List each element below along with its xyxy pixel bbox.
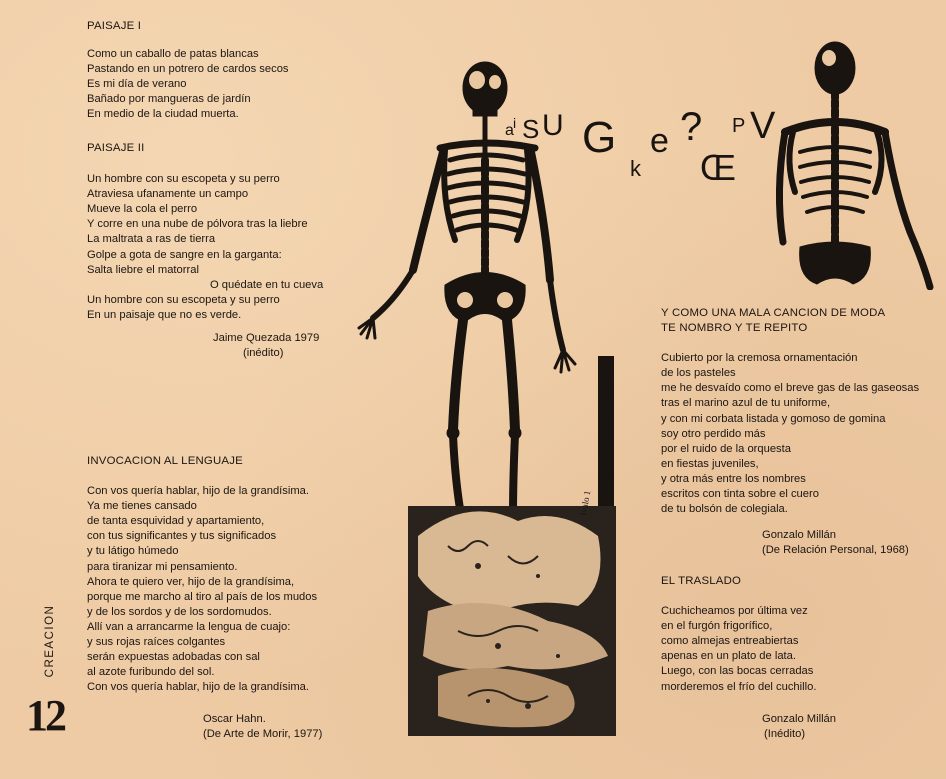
poem-line: Con vos quería hablar, hijo de la grandísima.: [87, 485, 310, 498]
poem-invocacion: [87, 454, 317, 695]
poem-line: Un hombre con su escopeta y su perro: [87, 293, 280, 306]
poem-line: como almejas entreabiertas: [661, 635, 799, 648]
poem-line: y sus rojas raíces colgantes: [87, 636, 226, 649]
poem-line: En medio de la ciudad muerta.: [87, 108, 239, 121]
poem-line: serán expuestas adobadas con sal: [87, 651, 260, 664]
poem-line: Un hombre con su escopeta y su perro: [87, 173, 280, 186]
poem-line: Bañado por mangueras de jardín: [87, 93, 251, 106]
poem-line: O quédate en tu cueva: [210, 278, 324, 291]
author-name: Jaime Quezada 1979: [213, 332, 320, 344]
art-letter: i: [513, 115, 517, 131]
author-credit: [213, 331, 319, 361]
poem-line: me he desvaído como el breve gas de las gaseosas: [661, 382, 920, 395]
poem-line: en fiestas juveniles,: [661, 457, 759, 470]
poem-traslado: [661, 574, 816, 695]
poem-line: Ya me tienes cansado: [87, 500, 197, 513]
poem-line: apenas en un plato de lata.: [661, 650, 796, 663]
art-letter: k: [630, 156, 641, 180]
author-credit: [203, 712, 322, 742]
art-letter: e: [650, 122, 669, 160]
art-letter: V: [750, 105, 776, 147]
poem-line: para tiranizar mi pensamiento.: [87, 560, 238, 573]
poem-line: En un paisaje que no es verde.: [87, 308, 242, 321]
poem-title: EL TRASLADO: [661, 575, 742, 587]
poem-cancion: [661, 306, 919, 517]
poem-line: soy otro perdido más: [661, 427, 766, 440]
poem-line: La maltrata a ras de tierra: [87, 233, 216, 246]
page-number: 12: [26, 691, 64, 740]
artist-signature: Ivalo 1: [578, 489, 593, 517]
art-letter: S: [522, 114, 540, 144]
woodcut-graphic: [408, 356, 616, 736]
poem-line: Con vos quería hablar, hijo de la grandísima.: [87, 681, 310, 694]
woodcut-illustration: [408, 356, 616, 736]
poem-line: Mueve la cola el perro: [87, 203, 198, 216]
art-letter: Œ: [700, 147, 736, 180]
author-credit: [762, 712, 836, 742]
poem-line: Y corre en una nube de pólvora tras la liebre: [87, 218, 308, 231]
section-label-text: CREACION: [44, 604, 56, 678]
scattered-letters-art: [500, 80, 800, 180]
poem-line: Es mi día de verano: [87, 78, 187, 91]
poem-line: Allí van a arrancarme la lengua de cuajo:: [87, 620, 291, 633]
author-note: (De Relación Personal, 1968): [762, 544, 909, 556]
poem-title: INVOCACION AL LENGUAJE: [87, 455, 243, 467]
poem-line: Cuchicheamos por última vez: [661, 605, 808, 618]
poem-line: por el ruido de la orquesta: [661, 442, 791, 455]
poem-title: PAISAJE II: [87, 142, 145, 154]
poem-line: al azote furibundo del sol.: [87, 666, 215, 679]
poem-title: Y COMO UNA MALA CANCION DE MODA: [661, 307, 886, 319]
poem-line: Cubierto por la cremosa ornamentación: [661, 352, 858, 365]
author-note: (Inédito): [764, 728, 806, 740]
art-letter: G: [582, 113, 617, 162]
author-note: (De Arte de Morir, 1977): [203, 728, 323, 740]
poem-title: TE NOMBRO Y TE REPITO: [661, 322, 808, 335]
poem-line: escritos con tinta sobre el cuero: [661, 488, 819, 501]
poem-line: Luego, con las bocas cerradas: [661, 665, 814, 678]
section-label: [41, 596, 59, 686]
author-note: (inédito): [243, 347, 284, 359]
art-letter: P: [732, 115, 746, 137]
art-letter: ?: [680, 105, 703, 149]
author-name: Gonzalo Millán: [762, 713, 836, 725]
poem-line: Golpe a gota de sangre en la garganta:: [87, 248, 282, 261]
poem-line: de los pasteles: [661, 367, 736, 380]
poem-line: y otra más entre los nombres: [661, 472, 806, 485]
author-name: Oscar Hahn.: [203, 713, 266, 725]
poem-line: Atraviesa ufanamente un campo: [87, 188, 249, 201]
art-letter: U: [542, 109, 564, 142]
poem-line: y con mi corbata listada y gomoso de gomina: [661, 412, 886, 425]
poem-paisaje-2: [87, 141, 323, 323]
poem-paisaje-1: [87, 19, 289, 123]
author-name: Gonzalo Millán: [762, 529, 836, 541]
poem-line: tras el marino azul de tu uniforme,: [661, 397, 831, 410]
poem-line: de tu bolsón de colegiala.: [661, 503, 788, 516]
art-letter: a: [505, 122, 514, 139]
poem-line: y tu látigo húmedo: [87, 545, 179, 558]
poem-title: PAISAJE I: [87, 20, 142, 32]
poem-line: Salta liebre el matorral: [87, 263, 199, 276]
author-credit: [762, 528, 909, 558]
poem-line: de tanta esquividad y apartamiento,: [87, 515, 265, 528]
poem-line: en el furgón frigorífico,: [661, 620, 773, 633]
poem-line: Ahora te quiero ver, hijo de la grandísima,: [87, 575, 295, 588]
poem-line: y de los sordos y de los sordomudos.: [87, 605, 272, 618]
poem-line: porque me marcho al tiro al país de los mudos: [87, 590, 318, 603]
poem-line: Como un caballo de patas blancas: [87, 48, 259, 61]
poem-line: morderemos el frío del cuchillo.: [661, 680, 817, 693]
poem-line: Pastando en un potrero de cardos secos: [87, 63, 289, 76]
poem-line: con tus significantes y tus significados: [87, 530, 277, 543]
